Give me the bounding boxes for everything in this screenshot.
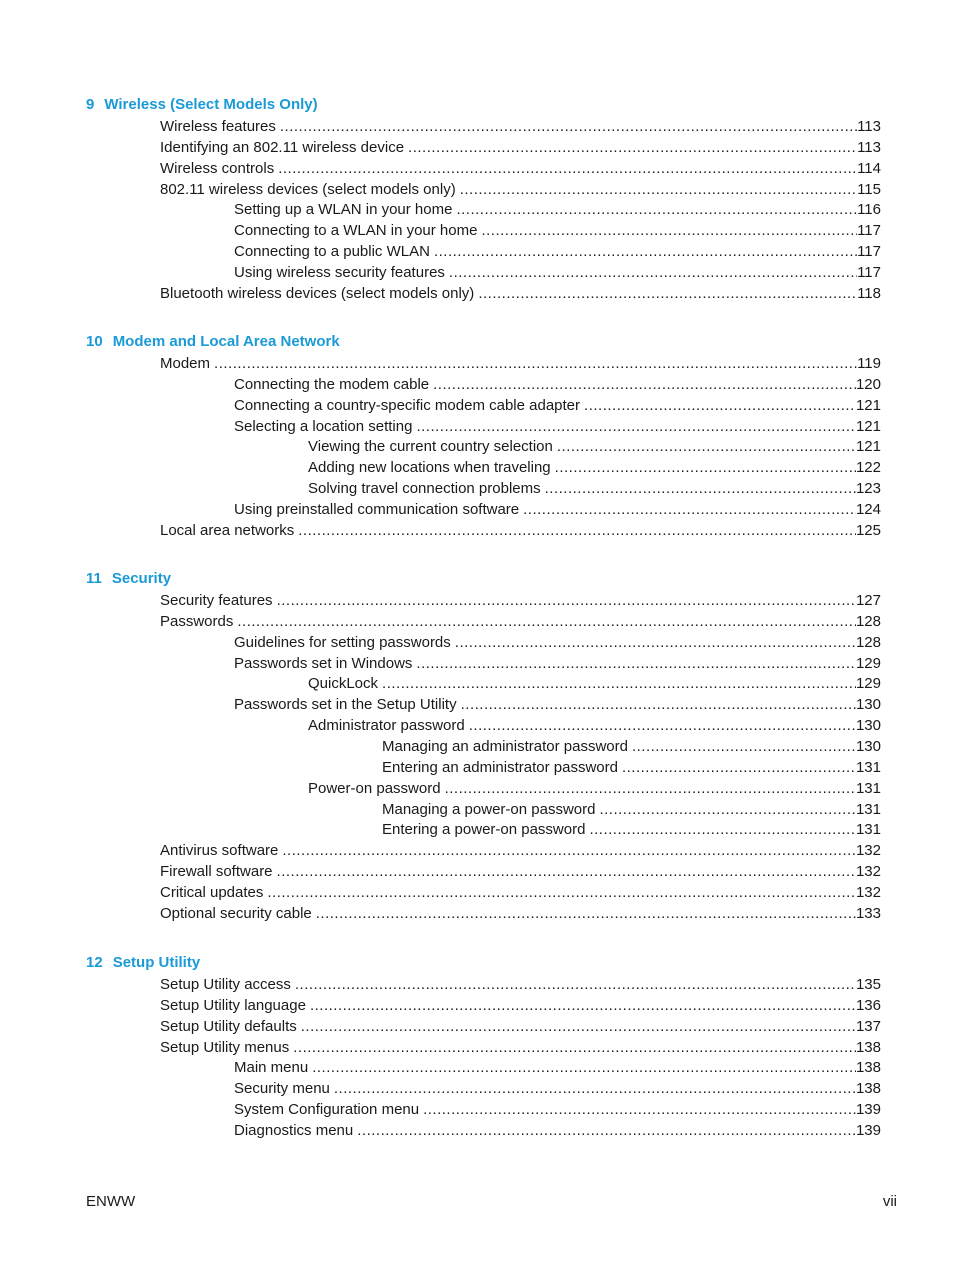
toc-entry-page-number: 121 (855, 396, 881, 414)
toc-entry[interactable] (234, 220, 881, 241)
toc-entry[interactable] (234, 1057, 881, 1078)
dot-leader (481, 220, 857, 241)
toc-entry-label: QuickLock (308, 675, 379, 693)
dot-leader (456, 199, 857, 220)
toc-entry[interactable] (308, 715, 881, 736)
toc-entry[interactable] (234, 1099, 881, 1120)
toc-entry-page-number: 130 (855, 737, 881, 755)
chapter-number: 10 (86, 333, 103, 350)
toc-entry[interactable] (382, 736, 881, 757)
toc-entry-page-number: 133 (855, 904, 881, 922)
toc-entry-label: Passwords set in the Setup Utility (234, 696, 457, 714)
toc-entry-page-number: 131 (855, 758, 881, 776)
dot-leader (589, 819, 856, 840)
toc-entry[interactable] (160, 861, 881, 882)
dot-leader (416, 416, 856, 437)
toc-entry-page-number: 130 (855, 717, 881, 735)
toc-entry-page-number: 129 (855, 654, 881, 672)
chapter-title: Security (111, 570, 172, 587)
toc-entry[interactable] (160, 520, 881, 541)
toc-entry-label: Security features (160, 592, 273, 609)
toc-entry-page-number: 124 (855, 500, 881, 518)
page-number: vii (882, 1193, 897, 1210)
dot-leader (433, 374, 856, 395)
toc-entry-label: Entering a power-on password (382, 821, 586, 839)
dot-leader (557, 436, 856, 457)
toc-entry[interactable] (160, 974, 881, 995)
dot-leader (310, 995, 856, 1016)
toc-entry[interactable] (160, 903, 881, 924)
toc-entry-label: Managing a power-on password (382, 800, 596, 818)
toc-entry-label: Using preinstalled communication software (234, 500, 520, 518)
toc-entry[interactable] (160, 283, 881, 304)
toc-entry-label: Main menu (234, 1059, 309, 1077)
toc-entry-page-number: 114 (857, 159, 881, 177)
toc-entry-page-number: 117 (857, 243, 881, 261)
dot-leader (316, 903, 856, 924)
toc-entry-label: Identifying an 802.11 wireless device (160, 138, 405, 156)
toc-entry-label: Selecting a location setting (234, 417, 413, 435)
toc-entry-label: Connecting the modem cable (234, 375, 430, 393)
toc-entry-label: Connecting a country-specific modem cable adapter (234, 396, 581, 414)
toc-entry[interactable] (160, 882, 881, 903)
toc-entry-label: Security menu (234, 1080, 330, 1098)
toc-entry-label: Setup Utility defaults (160, 1017, 297, 1035)
toc-entry[interactable] (234, 241, 881, 262)
toc-entry[interactable] (160, 1037, 881, 1058)
toc-entry-page-number: 122 (855, 459, 881, 477)
dot-leader (555, 457, 856, 478)
toc-entry[interactable] (308, 673, 881, 694)
toc-entry[interactable] (234, 395, 881, 416)
toc-entry-page-number: 137 (855, 1017, 881, 1035)
dot-leader (295, 974, 856, 995)
toc-entry-label: Passwords set in Windows (234, 654, 413, 672)
dot-leader (408, 137, 857, 158)
dot-leader (632, 736, 856, 757)
toc-entry-page-number: 129 (855, 675, 881, 693)
toc-entry-label: Setup Utility menus (160, 1038, 290, 1056)
dot-leader (455, 632, 856, 653)
dot-leader (449, 262, 857, 283)
toc-entry[interactable] (234, 199, 881, 220)
toc-entry-label: Entering an administrator password (382, 758, 618, 776)
toc-entry-page-number: 113 (857, 138, 881, 156)
dot-leader (278, 158, 857, 179)
dot-leader (423, 1099, 856, 1120)
dot-leader (461, 694, 856, 715)
toc-entry-label: Managing an administrator password (382, 737, 628, 755)
dot-leader (237, 611, 856, 632)
toc-entry[interactable] (160, 137, 881, 158)
toc-entry[interactable] (382, 757, 881, 778)
toc-entry-page-number: 132 (855, 883, 881, 901)
toc-entry-label: Administrator password (308, 717, 465, 735)
toc-entry[interactable] (234, 374, 881, 395)
dot-leader (280, 116, 857, 137)
toc-entry[interactable] (234, 499, 881, 520)
chapter-title: Modem and Local Area Network (112, 333, 340, 350)
toc-entry[interactable] (160, 611, 881, 632)
toc-entry-label: Setting up a WLAN in your home (234, 201, 453, 219)
dot-leader (584, 395, 856, 416)
toc-entry-label: Connecting to a WLAN in your home (234, 222, 478, 240)
toc-entry[interactable] (234, 694, 881, 715)
toc-entry-page-number: 116 (857, 201, 881, 219)
toc-entry-label: Adding new locations when traveling (308, 459, 551, 477)
toc-entry[interactable] (234, 653, 881, 674)
dot-leader (214, 353, 857, 374)
dot-leader (478, 283, 857, 304)
toc-entry-label: Bluetooth wireless devices (select models only) (160, 284, 475, 302)
toc-entry[interactable] (234, 416, 881, 437)
toc-entry-page-number: 138 (855, 1080, 881, 1098)
toc-entry-page-number: 127 (855, 592, 881, 609)
dot-leader (599, 799, 856, 820)
toc-entry-page-number: 132 (855, 863, 881, 881)
toc-entry-label: Diagnostics menu (234, 1121, 354, 1139)
toc-entry-label: Wireless features (160, 118, 276, 135)
toc-entry-page-number: 135 (855, 976, 881, 993)
chapter-heading[interactable] (86, 953, 200, 973)
toc-entry[interactable] (160, 158, 881, 179)
toc-entry-page-number: 131 (855, 779, 881, 797)
toc-entry-page-number: 128 (855, 612, 881, 630)
chapter-heading[interactable] (86, 332, 340, 352)
dot-leader (622, 757, 856, 778)
dot-leader (277, 861, 856, 882)
toc-entry-label: Connecting to a public WLAN (234, 243, 430, 261)
toc-entry-label: Antivirus software (160, 842, 279, 860)
toc-entry-page-number: 128 (855, 633, 881, 651)
dot-leader (434, 241, 857, 262)
toc-entry-page-number: 120 (855, 375, 881, 393)
toc-entry-label: System Configuration menu (234, 1101, 420, 1119)
toc-entry-label: Guidelines for setting passwords (234, 633, 451, 651)
toc-entry-label: Viewing the current country selection (308, 438, 553, 456)
chapter-number: 11 (86, 570, 102, 587)
toc-entry[interactable] (160, 840, 881, 861)
dot-leader (312, 1057, 856, 1078)
toc-entry-label: Local area networks (160, 521, 295, 539)
toc-entry-page-number: 117 (857, 222, 881, 240)
toc-entry-page-number: 115 (857, 180, 881, 198)
toc-entry-label: Passwords (160, 612, 234, 630)
footer-left-label: ENWW (86, 1193, 136, 1210)
toc-entry[interactable] (160, 995, 881, 1016)
toc-entry-label: Setup Utility access (160, 976, 291, 993)
toc-entry-page-number: 131 (855, 821, 881, 839)
toc-entry-label: Firewall software (160, 863, 273, 881)
dot-leader (277, 590, 856, 611)
toc-entry-page-number: 125 (855, 521, 881, 539)
toc-entry-page-number: 123 (855, 480, 881, 498)
toc-entry[interactable] (160, 179, 881, 200)
toc-entry-page-number: 118 (857, 284, 881, 302)
chapter-heading[interactable] (86, 95, 318, 115)
dot-leader (469, 715, 856, 736)
toc-entry-page-number: 119 (857, 355, 881, 372)
dot-leader (460, 179, 857, 200)
toc-entry-page-number: 136 (855, 996, 881, 1014)
dot-leader (301, 1016, 856, 1037)
dot-leader (267, 882, 856, 903)
dot-leader (334, 1078, 856, 1099)
toc-entry[interactable] (234, 1120, 881, 1141)
dot-leader (523, 499, 856, 520)
toc-entry[interactable] (308, 478, 881, 499)
toc-entry-label: Modem (160, 355, 211, 372)
toc-entry-page-number: 138 (855, 1038, 881, 1056)
toc-entry-page-number: 131 (855, 800, 881, 818)
toc-entry[interactable] (382, 799, 881, 820)
toc-entry-label: Critical updates (160, 883, 264, 901)
toc-entry[interactable] (160, 590, 881, 611)
toc-entry[interactable] (308, 778, 881, 799)
dot-leader (445, 778, 856, 799)
toc-entry-page-number: 117 (857, 263, 881, 281)
dot-leader (282, 840, 856, 861)
chapter-number: 12 (86, 954, 103, 971)
dot-leader (357, 1120, 856, 1141)
chapter-heading[interactable] (86, 569, 171, 589)
dot-leader (382, 673, 856, 694)
toc-entry-label: Setup Utility language (160, 996, 306, 1014)
toc-entry-label: 802.11 wireless devices (select models only) (160, 180, 456, 198)
toc-entry[interactable] (308, 436, 881, 457)
toc-entry-page-number: 138 (855, 1059, 881, 1077)
chapter-title: Setup Utility (112, 954, 201, 971)
toc-entry-page-number: 139 (855, 1101, 881, 1119)
toc-entry-page-number: 113 (857, 118, 881, 135)
toc-entry[interactable] (234, 632, 881, 653)
dot-leader (545, 478, 856, 499)
toc-entry[interactable] (160, 1016, 881, 1037)
toc-entry[interactable] (160, 353, 881, 374)
dot-leader (293, 1037, 856, 1058)
dot-leader (416, 653, 856, 674)
toc-entry[interactable] (308, 457, 881, 478)
toc-entry-page-number: 139 (855, 1121, 881, 1139)
toc-entry-page-number: 121 (855, 438, 881, 456)
chapter-title: Wireless (Select Models Only) (104, 96, 318, 113)
toc-entry-label: Optional security cable (160, 904, 312, 922)
toc-entry[interactable] (234, 1078, 881, 1099)
toc-entry-page-number: 121 (855, 417, 881, 435)
toc-entry-label: Using wireless security features (234, 263, 445, 281)
toc-entry-page-number: 130 (855, 696, 881, 714)
chapter-number: 9 (86, 96, 95, 113)
toc-entry[interactable] (234, 262, 881, 283)
dot-leader (298, 520, 856, 541)
toc-entry-page-number: 132 (855, 842, 881, 860)
toc-entry-label: Solving travel connection problems (308, 480, 541, 498)
toc-entry[interactable] (160, 116, 881, 137)
toc-entry-label: Power-on password (308, 779, 441, 797)
toc-entry[interactable] (382, 819, 881, 840)
toc-entry-label: Wireless controls (160, 159, 275, 177)
